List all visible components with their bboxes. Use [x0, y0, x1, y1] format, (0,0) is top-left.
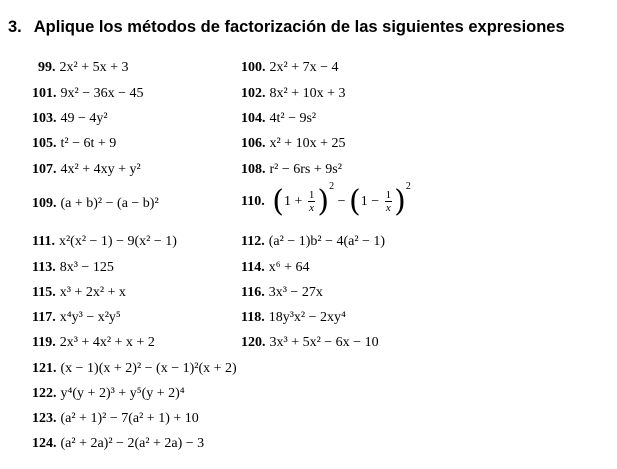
problem-expression: 8x³ − 125 — [59, 260, 114, 275]
problem-106 — [241, 136, 346, 152]
problem-121 — [32, 361, 237, 377]
exercise-heading — [8, 18, 565, 37]
problem-expression: 2x² + 7x − 4 — [269, 60, 339, 75]
problem-118 — [241, 310, 346, 326]
problem-expression-110 — [272, 181, 411, 219]
problem-123 — [32, 411, 199, 427]
problem-expression: 4x² + 4xy + y² — [60, 162, 141, 177]
problem-115 — [32, 285, 126, 301]
problem-99 — [38, 60, 129, 76]
problem-expression: t² − 6t + 9 — [60, 136, 117, 151]
minus-sign: − — [371, 194, 380, 209]
problem-expression: (a + b)² − (a − b)² — [60, 196, 159, 211]
problem-111 — [32, 234, 177, 250]
problem-number: 120. — [241, 335, 266, 350]
problem-number: 119. — [32, 335, 56, 350]
fraction-numerator: 1 — [308, 189, 315, 202]
problem-number: 110. — [241, 194, 265, 209]
problem-expression: 18y³x² − 2xy⁴ — [268, 310, 346, 325]
problem-108 — [241, 162, 342, 178]
problem-107 — [32, 162, 141, 178]
problem-number: 112. — [241, 234, 265, 249]
problem-117 — [32, 310, 121, 326]
problem-expression: 3x³ − 27x — [268, 285, 323, 300]
problem-number: 117. — [32, 310, 56, 325]
problem-number: 109. — [32, 196, 57, 211]
problem-number: 101. — [32, 86, 57, 101]
problem-number: 111. — [32, 234, 55, 249]
problem-expression: 9x² − 36x − 45 — [60, 86, 144, 101]
problem-expression: (a² − 1)b² − 4(a² − 1) — [268, 234, 386, 249]
problem-number: 108. — [241, 162, 266, 177]
term-one: 1 — [283, 194, 291, 209]
problem-expression: (a² + 2a)² − 2(a² + 2a) − 3 — [60, 436, 205, 451]
problem-number: 107. — [32, 162, 57, 177]
problem-number: 118. — [241, 310, 265, 325]
exponent: 2 — [405, 181, 411, 192]
problem-number: 124. — [32, 436, 57, 451]
problem-expression: 2x³ + 4x² + x + 2 — [59, 335, 155, 350]
problem-100 — [241, 60, 339, 76]
problem-number: 106. — [241, 136, 266, 151]
problem-expression: 8x² + 10x + 3 — [269, 86, 346, 101]
problem-112 — [241, 234, 385, 250]
open-paren: ( — [272, 184, 284, 219]
fraction — [308, 189, 316, 214]
problem-105 — [32, 136, 116, 152]
problem-expression: x² + 10x + 25 — [269, 136, 346, 151]
problem-expression: x²(x² − 1) − 9(x² − 1) — [58, 234, 177, 249]
problem-101 — [32, 86, 144, 102]
problem-expression: 3x³ + 5x² − 6x − 10 — [269, 335, 379, 350]
problem-expression: (a² + 1)² − 7(a² + 1) + 10 — [60, 411, 199, 426]
close-paren: ) — [317, 184, 330, 219]
problem-number: 115. — [32, 285, 56, 300]
problem-119 — [32, 335, 155, 351]
fraction-denominator: x — [385, 202, 391, 215]
problem-expression: x⁶ + 64 — [268, 260, 310, 275]
problem-expression: y⁴(y + 2)³ + y⁵(y + 2)⁴ — [60, 386, 185, 401]
problem-number: 100. — [241, 60, 266, 75]
problem-102 — [241, 86, 346, 102]
problem-120 — [241, 335, 379, 351]
exercise-number: 3. — [8, 18, 22, 36]
problem-expression: (x − 1)(x + 2)² − (x − 1)²(x + 2) — [60, 361, 237, 376]
problem-expression: 2x² + 5x + 3 — [59, 60, 129, 75]
problem-number: 116. — [241, 285, 265, 300]
problem-124 — [32, 436, 204, 452]
minus-sign: − — [337, 194, 346, 209]
problem-number: 102. — [241, 86, 266, 101]
problem-number: 114. — [241, 260, 265, 275]
problem-expression: x³ + 2x² + x — [59, 285, 126, 300]
problem-expression: r² − 6rs + 9s² — [269, 162, 342, 177]
problem-expression: 4t² − 9s² — [269, 111, 317, 126]
problem-number: 104. — [241, 111, 266, 126]
plus-sign: + — [294, 194, 303, 209]
problem-expression: 49 − 4y² — [60, 111, 108, 126]
fraction-denominator: x — [309, 202, 315, 215]
exponent: 2 — [329, 181, 335, 192]
problem-number: 113. — [32, 260, 56, 275]
open-paren: ( — [348, 184, 361, 219]
problem-expression: x⁴y³ − x²y⁵ — [59, 310, 121, 325]
problem-number: 121. — [32, 361, 57, 376]
fraction-numerator: 1 — [385, 189, 392, 202]
problem-number: 122. — [32, 386, 57, 401]
problem-number: 123. — [32, 411, 57, 426]
problem-number: 99. — [38, 60, 56, 75]
problem-110 — [241, 181, 411, 219]
problem-114 — [241, 260, 310, 276]
close-paren: ) — [394, 184, 406, 219]
problem-103 — [32, 111, 108, 127]
problem-109 — [32, 196, 159, 212]
problem-116 — [241, 285, 323, 301]
problem-104 — [241, 111, 316, 127]
problem-number: 105. — [32, 136, 57, 151]
problem-113 — [32, 260, 114, 276]
problem-number: 103. — [32, 111, 57, 126]
fraction — [385, 189, 393, 214]
term-one: 1 — [360, 194, 368, 209]
exercise-title: Aplique los métodos de factorización de las siguientes expresiones — [33, 18, 565, 36]
problem-122 — [32, 386, 185, 402]
